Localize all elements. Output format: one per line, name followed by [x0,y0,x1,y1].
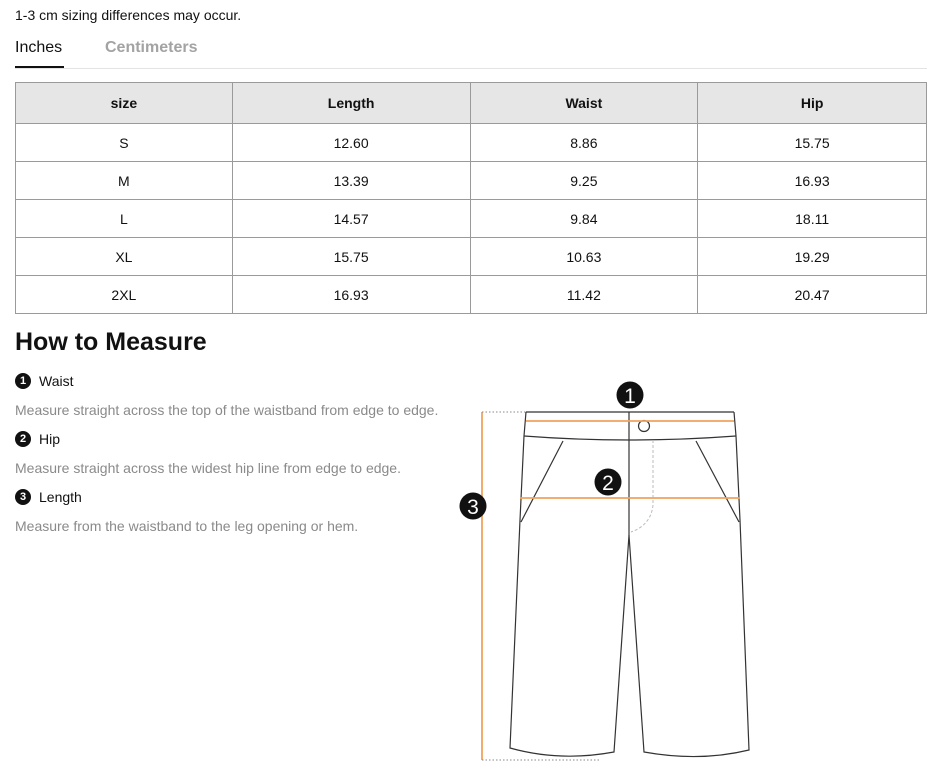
table-row [16,162,927,200]
sizing-note: 1-3 cm sizing differences may occur. [15,7,242,23]
marker-2-label: 2 [602,472,614,495]
cell-length: 12.60 [232,124,470,162]
measurement-lines [482,412,740,760]
cell-hip: 18.11 [698,200,927,238]
header-hip: Hip [698,83,927,124]
header-length: Length [232,83,470,124]
cell-waist: 9.84 [470,200,698,238]
cell-hip: 20.47 [698,276,927,314]
how-to-measure-title: How to Measure [15,328,207,356]
measure-item-hip [15,430,475,476]
measure-description: Measure from the waistband to the leg opening or hem. [15,518,359,534]
table-row [16,276,927,314]
measure-label: Hip [39,431,61,447]
marker-3 [460,493,487,520]
cell-hip: 19.29 [698,238,927,276]
table-row [16,238,927,276]
cell-length: 13.39 [232,162,470,200]
shorts-outline-icon [510,412,749,757]
table-row [16,124,927,162]
unit-tabs [15,38,927,69]
header-size: size [16,83,233,124]
cell-size: L [16,200,233,238]
cell-size: S [16,124,233,162]
cell-length: 15.75 [232,238,470,276]
cell-size: 2XL [16,276,233,314]
measure-description: Measure straight across the top of the waistband from edge to edge. [15,402,439,418]
measure-item-length [15,488,475,534]
marker-3-label: 3 [467,496,479,519]
shorts-measurement-diagram [455,378,765,768]
measure-item-waist [15,372,475,418]
cell-waist: 9.25 [470,162,698,200]
cell-length: 14.57 [232,200,470,238]
number-3-icon: 3 [15,489,31,505]
cell-waist: 11.42 [470,276,698,314]
number-2-icon: 2 [15,431,31,447]
header-waist: Waist [470,83,698,124]
table-header-row [16,83,927,124]
size-chart-table [15,82,927,314]
tab-centimeters[interactable]: Centimeters [105,39,198,56]
table-row [16,200,927,238]
tab-inches[interactable]: Inches [15,38,64,68]
marker-2 [595,469,622,496]
cell-size: XL [16,238,233,276]
measure-description: Measure straight across the widest hip line from edge to edge. [15,460,401,476]
cell-length: 16.93 [232,276,470,314]
marker-1-label: 1 [624,385,636,408]
number-1-icon: 1 [15,373,31,389]
cell-hip: 15.75 [698,124,927,162]
measure-label: Waist [39,373,74,389]
cell-size: M [16,162,233,200]
cell-waist: 10.63 [470,238,698,276]
cell-hip: 16.93 [698,162,927,200]
cell-waist: 8.86 [470,124,698,162]
marker-1 [617,382,644,409]
measure-label: Length [39,489,82,505]
fly-stitch [631,440,653,532]
